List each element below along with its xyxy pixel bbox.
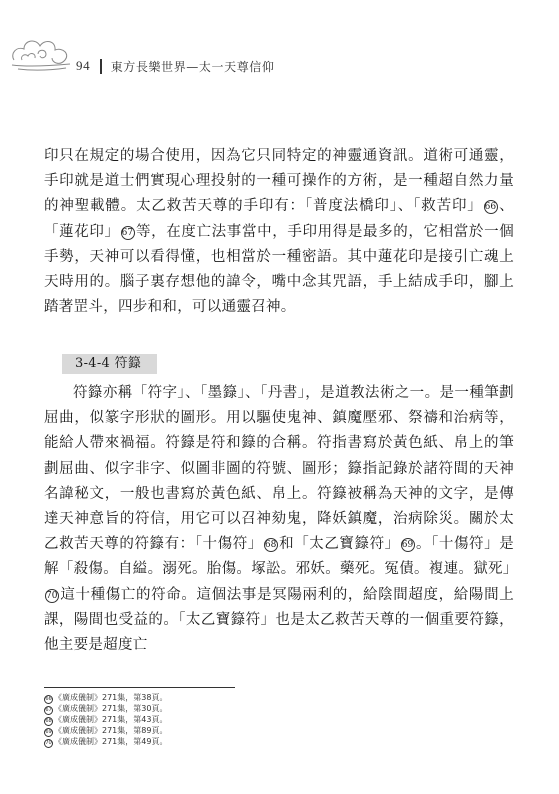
- footnote-item: [44, 737, 167, 748]
- footnote-item: [44, 704, 167, 715]
- footnote-reference: 70: [46, 590, 58, 601]
- cloud-ornament-icon: [8, 30, 78, 74]
- footnote-marker: 66: [45, 696, 52, 702]
- footnote-text: 《廣成儀制》271集，第89頁。: [54, 726, 168, 735]
- section-heading: 3-4-4 符籙: [75, 356, 142, 371]
- footnote-text: 《廣成儀制》271集，第38頁。: [54, 693, 168, 702]
- footnote-marker: 67: [45, 707, 52, 713]
- footnote-reference: 66: [484, 202, 497, 213]
- footnote-text: 《廣成儀制》271集，第43頁。: [54, 715, 168, 724]
- footnote-item: [44, 715, 167, 726]
- header-divider: [100, 59, 102, 74]
- footnote-reference: 67: [121, 227, 134, 238]
- footnote-item: [44, 693, 167, 704]
- footnote-text: 《廣成儀制》271集，第49頁。: [54, 737, 168, 746]
- footnote-reference: 68: [264, 540, 277, 551]
- footnote-list: [44, 693, 167, 748]
- running-header: [76, 59, 275, 73]
- footnote-text: 《廣成儀制》271集，第30頁。: [54, 704, 168, 713]
- footnote-rule: [44, 687, 235, 688]
- footnote-item: [44, 726, 167, 737]
- footnote-marker: 70: [45, 740, 52, 746]
- footnote-reference: 69: [401, 540, 414, 551]
- body-paragraph-1: 印只在規定的場合使用，因為它只同特定的神靈通資訊。道術可通靈，手印就是道士們實現心理投射的一種可操作的方術，是一種超自然力量的神聖載體。太乙救苦天尊的手印有：「普度法橋印」、「救苦印」 66 、「蓮花印」 67 等，在度亡法事當中，手印用得是最多的，它相當於一個手勢，天神可以看得懂，也相當於一種密語。其中蓮花印是接引亡魂上天時用的。腦子裏存想他的諱令，嘴中念其咒語，手上結成手印，腳上踏著罡斗，四步和和，可以通靈召神。: [44, 148, 515, 316]
- page-number: 94: [76, 58, 91, 73]
- body-paragraph-2: 符籙亦稱「符字」、「墨籙」、「丹書」，是道教法術之一。是一種筆劃屈曲，似篆字形狀的圖形。用以驅使鬼神、鎮魔壓邪、祭禱和治病等，能給人帶來禍福。符籙是符和籙的合稱。符指書寫於黃色紙、帛上的筆劃屈曲、似字非字、似圖非圖的符號、圖形；籙指記錄於諸符間的天神名諱秘文，一般也書寫於黃色紙、帛上。符籙被稱為天神的文字，是傳達天神意旨的符信，用它可以召神劾鬼，降妖鎮魔，治病除災。關於太乙救苦天尊的符籙有：「十傷符」 68 和「太乙寶籙符」 69 。「十傷符」是解「殺傷。自縊。溺死。胎傷。塚訟。邪妖。藥死。冤債。複連。獄死」70 這十種傷亡的符命。這個法事是冥陽兩利的，給陰間超度，給陽間上課，陽間也受益的。「太乙寶籙符」也是太乙救苦天尊的一個重要符籙，他主要是超度亡: [44, 385, 518, 654]
- book-title: 東方長樂世界—太一天尊信仰: [110, 59, 275, 74]
- footnote-marker: 69: [45, 729, 52, 735]
- footnote-marker: 68: [45, 718, 52, 724]
